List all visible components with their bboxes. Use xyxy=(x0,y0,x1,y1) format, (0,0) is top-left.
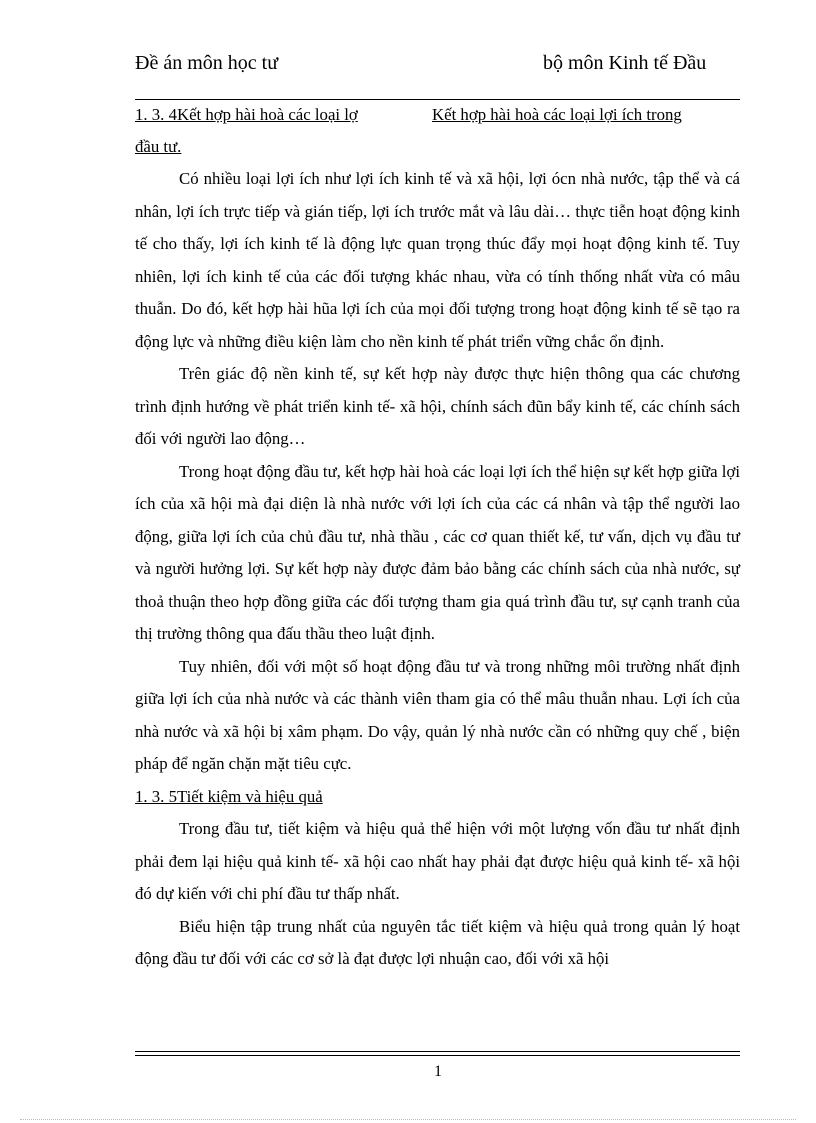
section-heading-1-3-5: 1. 3. 5Tiết kiệm và hiệu quả xyxy=(135,786,323,806)
page-edge xyxy=(20,1119,796,1120)
paragraph: Trên giác độ nền kinh tế, sự kết hợp này được thực hiện thông qua các chương trình định hướng về phát triển kinh tế- xã hội, chính sách đũn bẩy kinh tế, các chính sách đối với người lao động… xyxy=(135,364,740,448)
header-right-title: bộ môn Kinh tế Đầu xyxy=(543,52,707,74)
section-heading-part-a: 1. 3. 4Kết hợp hài hoà các loại lợ xyxy=(135,105,358,124)
document-body xyxy=(135,99,740,976)
paragraph: Trong hoạt động đầu tư, kết hợp hài hoà các loại lợi ích thể hiện sự kết hợp giữa lợi ích của xã hội mà đại diện là nhà nước với lợi ích của các cá nhân và tập thể người lao động, giữa lợi ích của chủ đầu tư, nhà thầu , các cơ quan thiết kế, tư vấn, dịch vụ đầu tư và người hưởng lợi. Sự kết hợp này được đảm bảo bằng các chính sách của nhà nước, sự thoả thuận theo hợp đồng giữa các đối tượng tham gia quá trình đầu tư, sự cạnh tranh của thị trường thông qua đấu thầu theo luật định. xyxy=(135,461,740,643)
paragraph: Có nhiều loại lợi ích như lợi ích kinh tế và xã hội, lợi ócn nhà nước, tập thể và cá nhân, lợi ích trực tiếp và gián tiếp, lợi ích trước mắt và lâu dài… thực tiễn hoạt động kinh tế cho thấy, lợi ích kinh tế là động lực quan trọng thúc đẩy mọi hoạt động kinh tế. Tuy nhiên, lợi ích kinh tế của các đối tượng khác nhau, vừa có tính thống nhất vừa có mâu thuẫn. Do đó, kết hợp hài hũa lợi ích của mọi đối tượng trong hoạt động kinh tế sẽ tạo ra động lực và những điều kiện làm cho nền kinh tế phát triển vững chắc ổn định. xyxy=(135,169,740,351)
section-heading-part-c: đầu tư. xyxy=(135,137,182,156)
footer-rule xyxy=(135,1051,740,1052)
paragraph: Biểu hiện tập trung nhất của nguyên tắc tiết kiệm và hiệu quả trong quản lý hoạt động đầu tư đối với các cơ sở là đạt được lợi nhuận cao, đối với xã hội xyxy=(135,916,740,968)
header-left-title: Đề án môn học tư xyxy=(135,52,279,74)
paragraph: Trong đầu tư, tiết kiệm và hiệu quả thể hiện với một lượng vốn đầu tư nhất định phải đem lại hiệu quả kinh tế- xã hội cao nhất hay phải đạt được hiệu quả kinh tế- xã hội đó dự kiến với chi phí đầu tư thấp nhất. xyxy=(135,819,740,903)
page-number: 1 xyxy=(434,1063,442,1080)
paragraph: Tuy nhiên, đối với một số hoạt động đầu tư và trong những môi trường nhất định giữa lợi ích của nhà nước và các thành viên tham gia có thể mâu thuẫn nhau. Lợi ích của nhà nước và xã hội bị xâm phạm. Do vậy, quản lý nhà nước cần có những quy chế , biện pháp để ngăn chặn mặt tiêu cực. xyxy=(135,656,740,773)
section-heading-part-b: Kết hợp hài hoà các loại lợi ích trong xyxy=(432,105,682,124)
footer-rule xyxy=(135,1055,740,1056)
section-heading-1-3-4 xyxy=(135,99,740,163)
